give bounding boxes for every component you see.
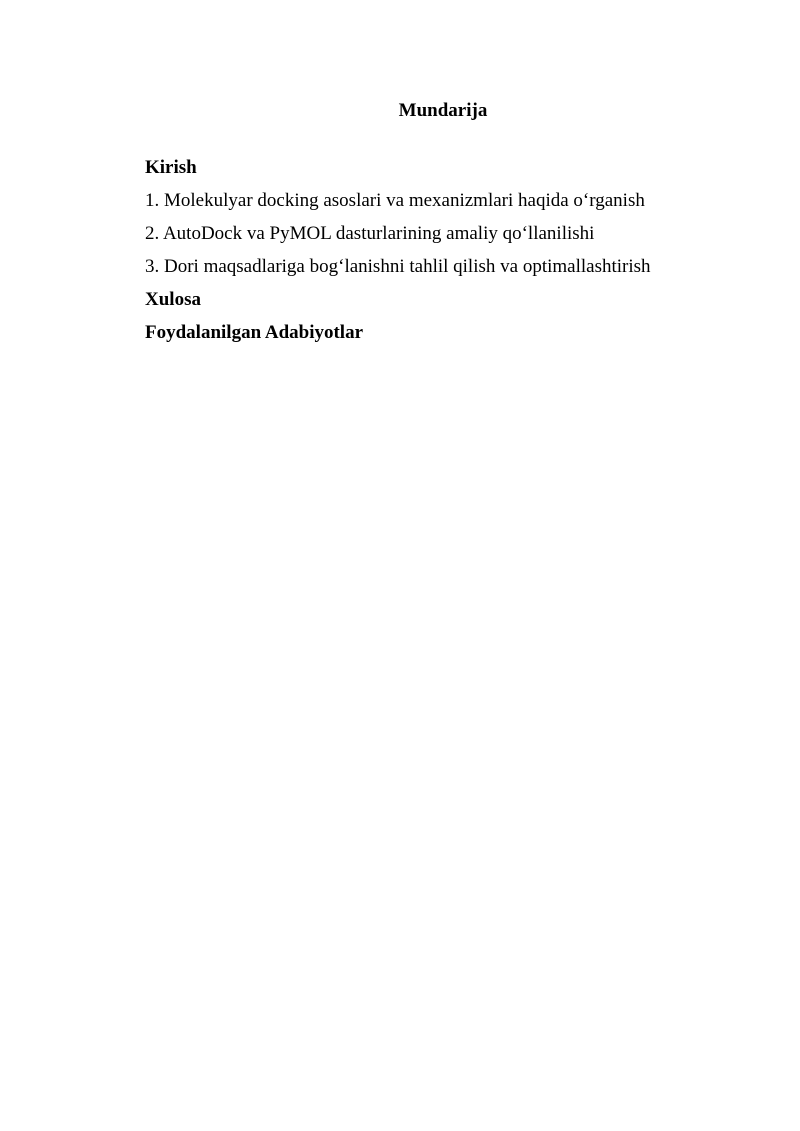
toc-entry-introduction: Kirish <box>145 157 197 178</box>
toc-entry-chapter-2: 2. AutoDock va PyMOL dasturlarining amaliy qo‘llanilishi <box>145 223 595 244</box>
toc-entry-conclusion: Xulosa <box>145 289 201 310</box>
page-title: Mundarija <box>398 100 488 121</box>
toc-entry-chapter-1: 1. Molekulyar docking asoslari va mexanizmlari haqida o‘rganish <box>145 190 645 211</box>
toc-entry-chapter-3: 3. Dori maqsadlariga bog‘lanishni tahlil qilish va optimallashtirish <box>145 256 651 277</box>
table-of-contents <box>145 156 651 354</box>
toc-entry-references: Foydalanilgan Adabiyotlar <box>145 322 364 343</box>
